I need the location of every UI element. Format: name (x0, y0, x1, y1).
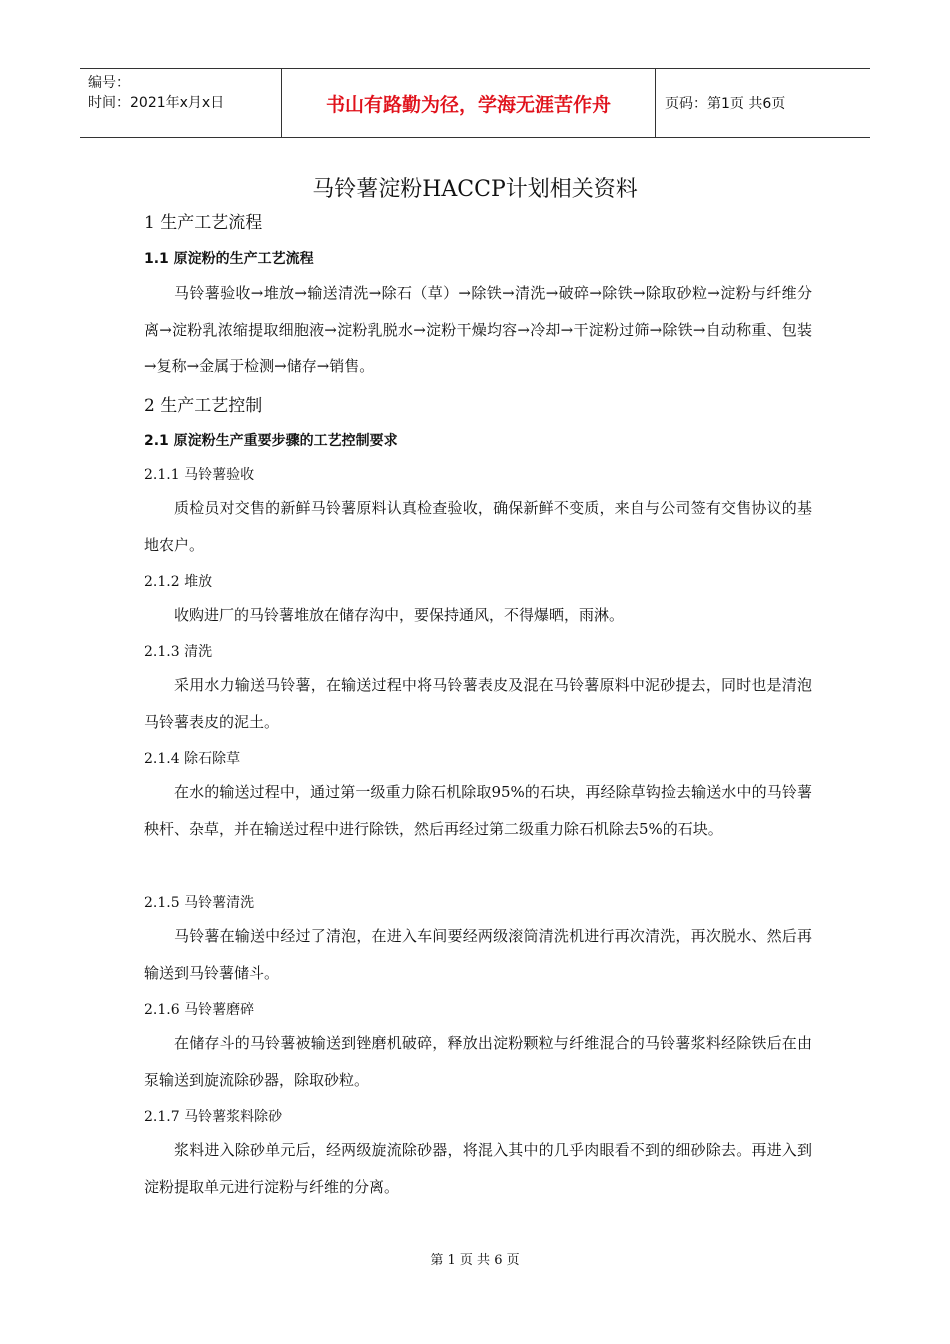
item-heading: 2.1.4 除石除草 (144, 751, 241, 767)
section-heading: 1 生产工艺流程 (144, 213, 263, 233)
paragraph: 浆料进入除砂单元后，经两级旋流除砂器，将混入其中的几乎肉眼看不到的细砂除去。再进入到淀粉提取单元进行淀粉与纤维的分离。 (144, 1141, 812, 1196)
paragraph: 马铃薯验收→堆放→输送清洗→除石（草）→除铁→清洗→破碎→除铁→除取砂粒→淀粉与纤维分离→淀粉乳浓缩提取细胞液→淀粉乳脱水→淀粉干燥均容→冷却→干淀粉过筛→除铁→自动称重、包装→复称→金属于检测→储存→销售。 (144, 284, 812, 375)
page-footer: 第 1 页 共 6 页 (430, 1253, 520, 1268)
paragraph: 在储存斗的马铃薯被输送到锉磨机破碎，释放出淀粉颗粒与纤维混合的马铃薯浆料经除铁后在由泵输送到旋流除砂器，除取砂粒。 (144, 1034, 812, 1089)
paragraph: 质检员对交售的新鲜马铃薯原料认真检查验收，确保新鲜不变质，来自与公司签有交售协议的基地农户。 (144, 499, 812, 554)
document-date: 时间：2021年x月x日 (88, 95, 225, 111)
paragraph: 马铃薯在输送中经过了清泡，在进入车间要经两级滚筒清洗机进行再次清洗，再次脱水、然后再输送到马铃薯储斗。 (144, 927, 812, 982)
document-number: 编号： (88, 75, 130, 91)
item-heading: 2.1.1 马铃薯验收 (144, 467, 255, 483)
subsection-heading: 1.1 原淀粉的生产工艺流程 (144, 251, 314, 267)
header-meta (88, 73, 224, 113)
item-heading: 2.1.2 堆放 (144, 574, 213, 590)
item-heading: 2.1.7 马铃薯浆料除砂 (144, 1109, 283, 1125)
header-motto: 书山有路勤为径，学海无涯苦作舟 (281, 69, 656, 137)
page-header (80, 68, 870, 138)
item-heading: 2.1.5 马铃薯清洗 (144, 895, 255, 911)
section-heading: 2 生产工艺控制 (144, 396, 263, 416)
item-heading: 2.1.3 清洗 (144, 644, 213, 660)
header-page-info: 页码：第1页 共6页 (665, 96, 786, 112)
paragraph: 收购进厂的马铃薯堆放在储存沟中，要保持通风，不得爆晒，雨淋。 (174, 606, 625, 624)
document-title: 马铃薯淀粉HACCP计划相关资料 (312, 177, 638, 202)
subsection-heading: 2.1 原淀粉生产重要步骤的工艺控制要求 (144, 433, 398, 449)
paragraph: 在水的输送过程中，通过第一级重力除石机除取95%的石块，再经除草钩捡去输送水中的马铃薯秧杆、杂草，并在输送过程中进行除铁，然后再经过第二级重力除石机除去5%的石块。 (144, 783, 812, 838)
item-heading: 2.1.6 马铃薯磨碎 (144, 1002, 255, 1018)
paragraph: 采用水力输送马铃薯，在输送过程中将马铃薯表皮及混在马铃薯原料中泥砂提去，同时也是清泡马铃薯表皮的泥土。 (144, 676, 812, 731)
